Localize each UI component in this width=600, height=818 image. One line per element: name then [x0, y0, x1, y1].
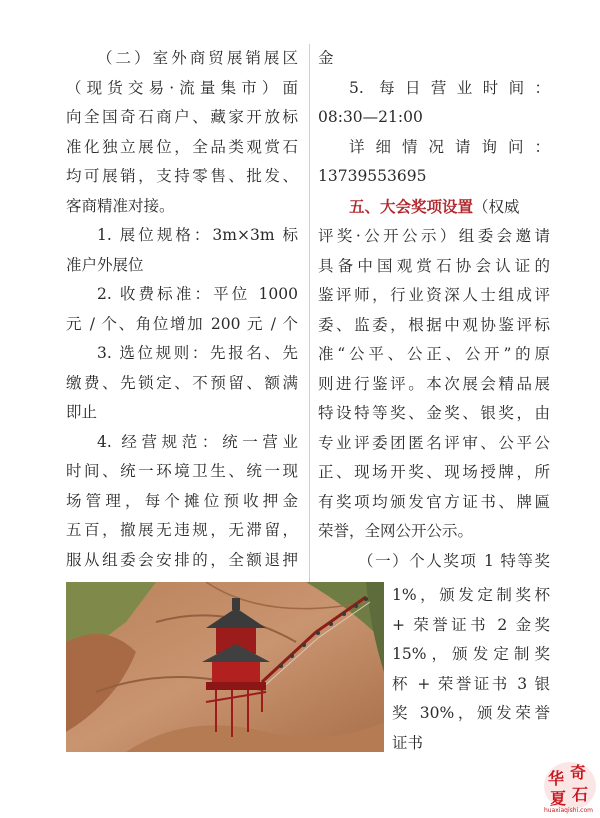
text-line: 委、监委，根据中观协鉴评标 [318, 315, 550, 334]
column-divider [309, 44, 310, 584]
text-line: 4. 经营规范：统一营业 [97, 432, 298, 451]
cliff-pavilion-illustration [66, 582, 384, 752]
text-line: （二）室外商贸展销展区 [97, 49, 298, 67]
text-line: 13739553695 [318, 167, 427, 185]
text-line: 场管理，每个摊位预收押金 [66, 491, 298, 510]
text-line: 1%，颁发定制奖杯 [392, 586, 550, 604]
text-line: 鉴评师，行业资深人士组成评 [318, 286, 550, 304]
text-line: 则进行鉴评。本次展会精品展 [318, 374, 550, 393]
text-line: 即止 [66, 403, 98, 421]
text-line: 准“公平、公正、公开”的原 [318, 345, 550, 363]
text-line: 评奖·公开公示）组委会邀请 [318, 227, 550, 245]
text-line: 5. 每日营业时间： [349, 78, 550, 97]
text-line: （一）个人奖项 1 特等奖 [358, 551, 550, 570]
left-column [66, 44, 298, 575]
logo-char: 夏 [550, 789, 567, 808]
text-line: 缴费、先锁定、不预留、额满 [66, 373, 298, 392]
section-heading-line [318, 192, 550, 223]
text-line: 服从组委会安排的，全额退押 [66, 550, 298, 569]
text-line: 专业评委团匿名评审、公平公 [318, 433, 550, 452]
logo-char: 华 [548, 769, 565, 788]
text-line: 均可展销，支持零售、批发、 [66, 167, 298, 185]
text-line: 客商精准对接。 [66, 196, 175, 215]
text-line: 15%，颁发定制奖 [392, 645, 550, 663]
text-line: 时间、统一环境卫生、统一现 [66, 462, 298, 480]
right-column-narrow [392, 581, 550, 758]
text-line: 向全国奇石商户、藏家开放标 [66, 108, 298, 126]
right-column [318, 44, 550, 576]
cliff-pavilion-photo [66, 582, 384, 752]
text-line: 2. 收费标准：平位 1000 [97, 285, 298, 303]
section-heading-rest: （权威 [473, 197, 520, 216]
text-line: 准化独立展位，全品类观赏石 [66, 137, 298, 156]
text-line: 准户外展位 [66, 255, 144, 274]
text-line: 详细情况请询问： [349, 137, 550, 156]
logo-char: 奇 [570, 763, 587, 782]
text-line: 正、现场开奖、现场授牌，所 [318, 463, 550, 481]
text-line: 特设特等奖、金奖、银奖，由 [318, 404, 550, 422]
text-line: 杯 + 荣誉证书 3 银 [392, 674, 550, 693]
text-line: 3. 选位规则：先报名、先 [97, 344, 298, 362]
section-heading: 五、大会奖项设置 [349, 196, 474, 216]
text-line: 有奖项均颁发官方证书、牌匾 [318, 492, 550, 511]
text-line: 证书 [392, 733, 424, 752]
text-line: 元 / 个、角位增加 200 元 / 个 [66, 314, 298, 333]
text-line: （现货交易·流量集市）面 [66, 78, 298, 97]
site-logo [540, 758, 598, 814]
text-line: 08:30—21:00 [318, 108, 423, 126]
text-line: 1. 展位规格：3m×3m 标 [97, 226, 298, 244]
text-line: 具备中国观赏石协会认证的 [318, 256, 550, 275]
logo-char: 石 [572, 785, 589, 804]
logo-url: huaxiaqishi.com [544, 807, 593, 814]
text-line: 五百，撤展无违规，无滞留， [66, 521, 298, 539]
logo-seal-icon [540, 758, 598, 814]
text-line: 金 [318, 49, 334, 67]
text-line: 奖 30%，颁发荣誉 [392, 704, 550, 722]
text-line: + 荣誉证书 2 金奖 [392, 615, 550, 634]
text-line: 荣誉，全网公开公示。 [318, 522, 474, 540]
